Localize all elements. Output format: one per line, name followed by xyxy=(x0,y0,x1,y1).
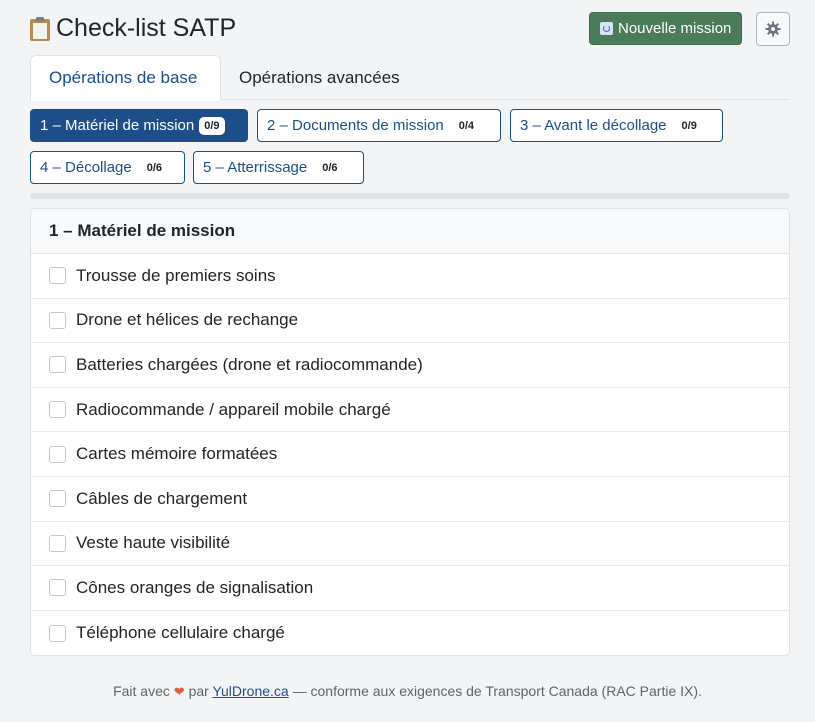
page-title-text: Check-list SATP xyxy=(56,14,237,42)
checkbox[interactable] xyxy=(49,312,66,329)
new-mission-label: Nouvelle mission xyxy=(618,20,732,37)
footer-prefix: Fait avec xyxy=(113,683,170,699)
heart-icon: ❤ xyxy=(173,684,185,699)
card-title: 1 – Matériel de mission xyxy=(31,209,789,254)
checkbox[interactable] xyxy=(49,401,66,418)
section-pill-5[interactable] xyxy=(193,151,364,184)
section-pill-label: 4 – Décollage xyxy=(40,159,132,176)
main-tabs xyxy=(30,55,790,100)
section-count-badge: 0/6 xyxy=(146,161,163,174)
checklist-item-label: Drone et hélices de rechange xyxy=(76,310,299,330)
section-pill-1[interactable] xyxy=(30,109,248,142)
checklist-item-label: Cônes oranges de signalisation xyxy=(76,577,314,597)
section-pill-label: 1 – Matériel de mission xyxy=(40,117,195,134)
page-title xyxy=(30,14,236,43)
tab-label: Opérations de base xyxy=(49,68,198,87)
gear-icon xyxy=(765,21,781,37)
checklist-item[interactable] xyxy=(31,477,789,522)
section-pill-4[interactable] xyxy=(30,151,185,184)
checkbox[interactable] xyxy=(49,356,66,373)
progress-bar xyxy=(30,193,790,199)
checklist-item[interactable] xyxy=(31,611,789,656)
checklist-card xyxy=(30,208,790,656)
section-pill-label: 2 – Documents de mission xyxy=(267,117,444,134)
tab-label: Opérations avancées xyxy=(239,67,400,87)
new-mission-button[interactable] xyxy=(589,12,742,45)
tab-operations-de-base[interactable] xyxy=(30,55,221,101)
checklist-item[interactable] xyxy=(31,254,789,299)
checklist-item-label: Trousse de premiers soins xyxy=(76,265,276,285)
checklist-item[interactable] xyxy=(31,522,789,567)
checklist-item[interactable] xyxy=(31,388,789,433)
footer-suffix: — conforme aux exigences de Transport Canada (RAC Partie IX). xyxy=(292,683,702,699)
checklist-item[interactable] xyxy=(31,432,789,477)
footer xyxy=(0,683,815,700)
tab-operations-avancees[interactable] xyxy=(221,55,418,100)
header xyxy=(30,0,790,58)
checkbox[interactable] xyxy=(49,446,66,463)
checklist-item-label: Téléphone cellulaire chargé xyxy=(76,623,285,643)
checkbox[interactable] xyxy=(49,579,66,596)
settings-button[interactable] xyxy=(756,12,790,46)
section-pill-3[interactable] xyxy=(510,109,723,142)
section-pill-label: 5 – Atterrissage xyxy=(203,159,308,176)
checklist-item-label: Câbles de chargement xyxy=(76,488,248,508)
checklist-item[interactable] xyxy=(31,299,789,344)
checklist-item-label: Veste haute visibilité xyxy=(76,533,231,553)
clipboard-icon xyxy=(30,17,50,41)
app-container xyxy=(30,0,790,643)
section-count-badge: 0/6 xyxy=(322,161,338,174)
section-count-badge: 0/4 xyxy=(458,119,475,132)
refresh-icon xyxy=(600,22,613,35)
checkbox[interactable] xyxy=(49,625,66,642)
checklist-item-label: Cartes mémoire formatées xyxy=(76,444,278,464)
yuldrone-link[interactable]: YulDrone.ca xyxy=(212,683,289,699)
checklist-item-label: Batteries chargées (drone et radiocommande) xyxy=(76,354,423,374)
section-count-badge: 0/9 xyxy=(681,119,697,132)
section-pill-2[interactable] xyxy=(257,109,501,142)
footer-middle: par xyxy=(188,683,209,699)
checkbox[interactable] xyxy=(49,267,66,284)
checklist-item[interactable] xyxy=(31,566,789,611)
checklist-item[interactable] xyxy=(31,343,789,388)
checkbox[interactable] xyxy=(49,490,66,507)
checklist-item-label: Radiocommande / appareil mobile chargé xyxy=(76,399,391,419)
checkbox[interactable] xyxy=(49,535,66,552)
section-count-badge: 0/9 xyxy=(199,117,224,135)
section-pill-label: 3 – Avant le décollage xyxy=(520,117,667,134)
